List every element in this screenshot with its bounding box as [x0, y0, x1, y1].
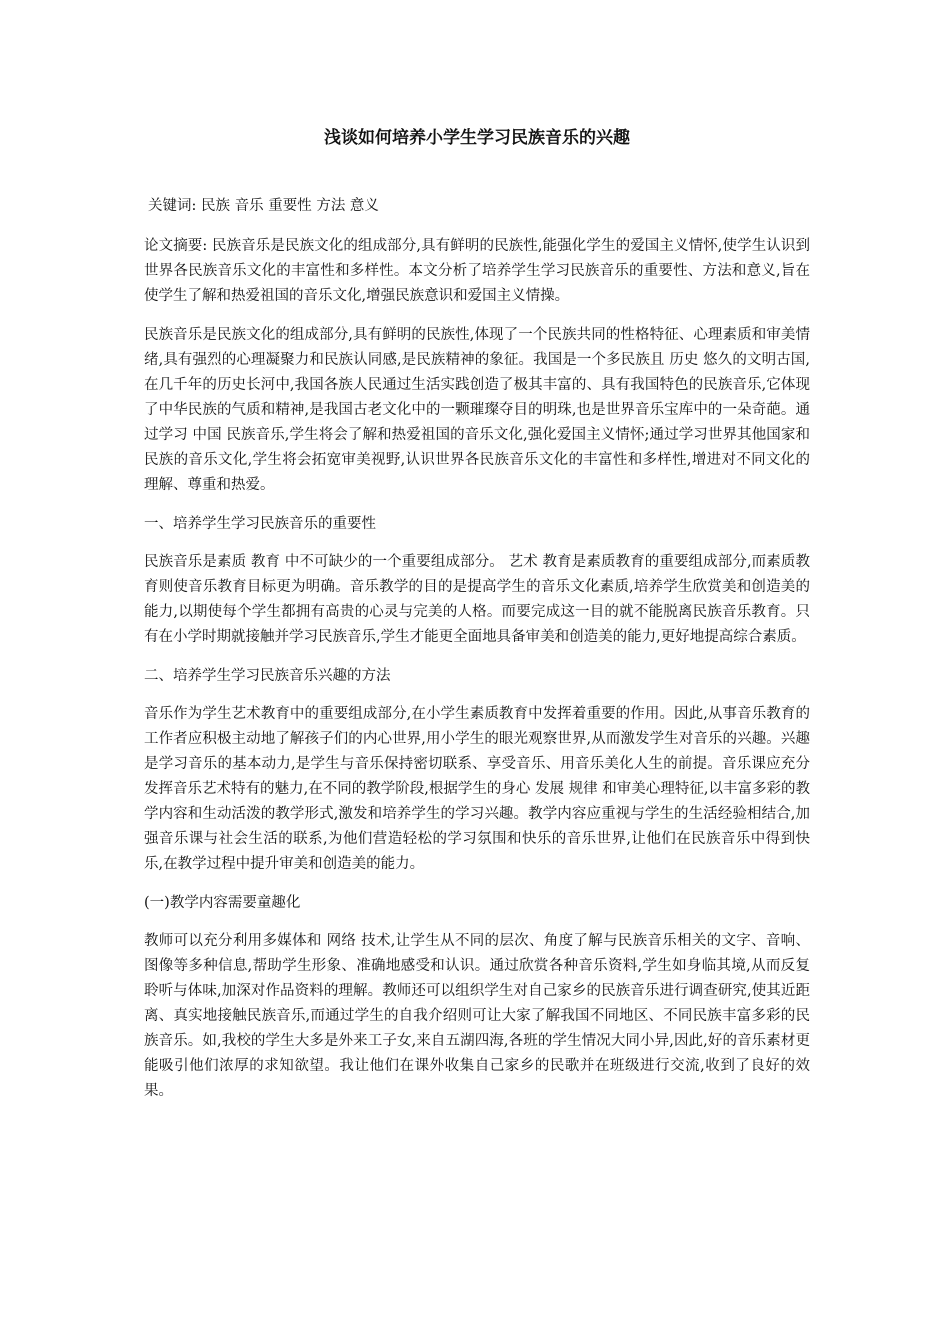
- intro-paragraph: 民族音乐是民族文化的组成部分,具有鲜明的民族性,体现了一个民族共同的性格特征、心理素质和审美情绪,具有强烈的心理凝聚力和民族认同感,是民族精神的象征。我国是一个多民族且 历史 悠久的文明古国,在几千年的历史长河中,我国各族人民通过生活实践创造了极其丰富的、具有我国特色的民族音乐,它体现了中华民族的气质和精神,是我国古老文化中的一颗璀璨夺目的明珠,也是世界音乐宝库中的一朵奇葩。通过学习 中国 民族音乐,学生将会了解和热爱祖国的音乐文化,强化爱国主义情怀;通过学习世界其他国家和民族的音乐文化,学生将会拓宽审美视野,认识世界各民族音乐文化的丰富性和多样性,增进对不同文化的理解、尊重和热爱。: [144, 327, 810, 493]
- document-body: [144, 126, 810, 1118]
- subsection-heading-content: (一)教学内容需要童趣化: [144, 895, 301, 911]
- section-heading-methods: 二、培养学生学习民族音乐兴趣的方法: [144, 668, 391, 684]
- subsection-paragraph-content: 教师可以充分利用多媒体和 网络 技术,让学生从不同的层次、角度了解与民族音乐相关的文字、音响、图像等多种信息,帮助学生形象、准确地感受和认识。通过欣赏各种音乐资料,学生如身临其境,从而反复聆听与体味,加深对作品资料的理解。教师还可以组织学生对自己家乡的民族音乐进行调查研究,使其近距离、真实地接触民族音乐,而通过学生的自我介绍则可让大家了解我国不同地区、不同民族丰富多彩的民族音乐。如,我校的学生大多是外来工子女,来自五湖四海,各班的学生情况大同小异,因此,好的音乐素材更能吸引他们浓厚的求知欲望。我让他们在课外收集自己家乡的民歌并在班级进行交流,收到了良好的效果。: [144, 933, 810, 1099]
- document-title: 浅谈如何培养小学生学习民族音乐的兴趣: [324, 128, 630, 148]
- section-paragraph-methods: 音乐作为学生艺术教育中的重要组成部分,在小学生素质教育中发挥着重要的作用。因此,从事音乐教育的工作者应积极主动地了解孩子们的内心世界,用小学生的眼光观察世界,从而激发学生对音乐的兴趣。兴趣是学习音乐的基本动力,是学生与音乐保持密切联系、享受音乐、用音乐美化人生的前提。音乐课应充分发挥音乐艺术特有的魅力,在不同的教学阶段,根据学生的身心 发展 规律 和审美心理特征,以丰富多彩的教学内容和生动活泼的教学形式,激发和培养学生的学习兴趣。教学内容应重视与学生的生活经验相结合,加强音乐课与社会生活的联系,为他们营造轻松的学习氛围和快乐的音乐世界,让他们在民族音乐中得到快乐,在教学过程中提升审美和创造美的能力。: [144, 706, 810, 872]
- keywords-line: 关键词: 民族 音乐 重要性 方法 意义: [148, 198, 379, 214]
- section-heading-importance: 一、培养学生学习民族音乐的重要性: [144, 516, 376, 532]
- section-paragraph-importance: 民族音乐是素质 教育 中不可缺少的一个重要组成部分。 艺术 教育是素质教育的重要组成部分,而素质教育则使音乐教育目标更为明确。音乐教学的目的是提高学生的音乐文化素质,培养学生欣赏美和创造美的能力,以期使每个学生都拥有高贵的心灵与完美的人格。而要完成这一目的就不能脱离民族音乐教育。只有在小学时期就接触并学习民族音乐,学生才能更全面地具备审美和创造美的能力,更好地提高综合素质。: [144, 554, 810, 645]
- abstract-paragraph: 论文摘要: 民族音乐是民族文化的组成部分,具有鲜明的民族性,能强化学生的爱国主义情怀,使学生认识到世界各民族音乐文化的丰富性和多样性。本文分析了培养学生学习民族音乐的重要性、方法和意义,旨在使学生了解和热爱祖国的音乐文化,增强民族意识和爱国主义情操。: [144, 238, 810, 304]
